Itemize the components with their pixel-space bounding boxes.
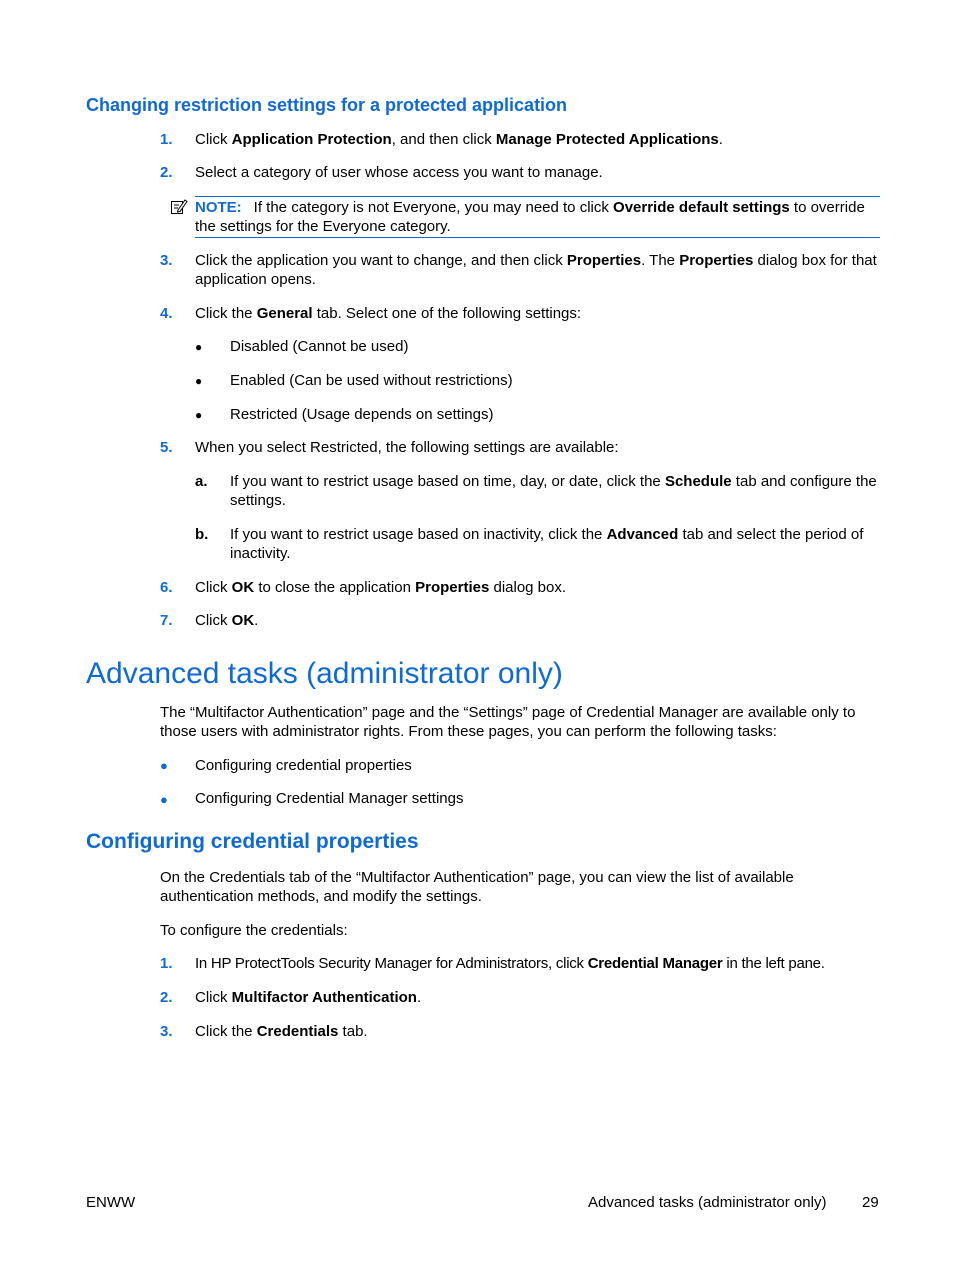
bullet-dot: ● bbox=[195, 340, 203, 354]
bullet-dot: ● bbox=[160, 792, 168, 807]
intro-paragraph: The “Multifactor Authentication” page and the “Settings” page of Credential Manager are available only to those users with administrator rights. From these pages, you can perform the following tasks: bbox=[160, 704, 856, 740]
page-number: 29 bbox=[862, 1194, 879, 1211]
substep-letter: a. bbox=[195, 473, 208, 490]
step-number: 3. bbox=[160, 1023, 173, 1040]
step-number: 2. bbox=[160, 164, 173, 181]
step-text: Select a category of user whose access you want to manage. bbox=[195, 164, 603, 181]
list-item: Disabled (Cannot be used) bbox=[230, 338, 409, 355]
page-title: Advanced tasks (administrator only) bbox=[86, 657, 563, 690]
step-text: Click the Credentials tab. bbox=[195, 1023, 368, 1040]
intro-paragraph: On the Credentials tab of the “Multifactor Authentication” page, you can view the list of available authentication methods, and modify the settings. bbox=[160, 869, 794, 905]
step-number: 2. bbox=[160, 989, 173, 1006]
footer-section-title: Advanced tasks (administrator only) bbox=[588, 1194, 827, 1211]
step-number: 3. bbox=[160, 252, 173, 269]
step-number: 1. bbox=[160, 955, 173, 972]
step-number: 1. bbox=[160, 131, 173, 148]
step-text: When you select Restricted, the following settings are available: bbox=[195, 439, 619, 456]
list-item: Configuring credential properties bbox=[195, 757, 412, 774]
step-number: 4. bbox=[160, 305, 173, 322]
list-item: Configuring Credential Manager settings bbox=[195, 790, 464, 807]
section-heading-credentials: Configuring credential properties bbox=[86, 830, 419, 853]
substep-letter: b. bbox=[195, 526, 209, 543]
note-box: NOTE: If the category is not Everyone, you may need to click Override default settings to override the settings for the Everyone category. bbox=[195, 196, 880, 238]
step-number: 7. bbox=[160, 612, 173, 629]
step-text: In HP ProtectTools Security Manager for Administrators, click Credential Manager in the left pane. bbox=[195, 955, 825, 972]
list-item: Enabled (Can be used without restrictions) bbox=[230, 372, 513, 389]
step-text: Click the application you want to change, and then click Properties. The Properties dialog box for that application opens. bbox=[195, 252, 877, 288]
list-item: Restricted (Usage depends on settings) bbox=[230, 406, 494, 423]
bullet-dot: ● bbox=[195, 374, 203, 388]
lead-text: To configure the credentials: bbox=[160, 922, 348, 939]
step-text: Click OK to close the application Properties dialog box. bbox=[195, 579, 567, 596]
substep-text: If you want to restrict usage based on time, day, or date, click the Schedule tab and configure the settings. bbox=[230, 473, 877, 509]
step-text: Click Application Protection, and then click Manage Protected Applications. bbox=[195, 131, 723, 148]
section-heading-restriction: Changing restriction settings for a protected application bbox=[86, 95, 568, 115]
step-text: Click OK. bbox=[195, 612, 259, 629]
step-text: Click Multifactor Authentication. bbox=[195, 989, 422, 1006]
step-number: 5. bbox=[160, 439, 173, 456]
bullet-dot: ● bbox=[160, 758, 168, 773]
note-pencil-icon bbox=[170, 198, 188, 221]
step-number: 6. bbox=[160, 579, 173, 596]
bullet-dot: ● bbox=[195, 408, 203, 422]
substep-text: If you want to restrict usage based on inactivity, click the Advanced tab and select the period of inactivity. bbox=[230, 526, 864, 562]
note-label: NOTE: bbox=[195, 199, 242, 216]
footer-left: ENWW bbox=[86, 1194, 136, 1211]
step-text: Click the General tab. Select one of the following settings: bbox=[195, 305, 582, 322]
